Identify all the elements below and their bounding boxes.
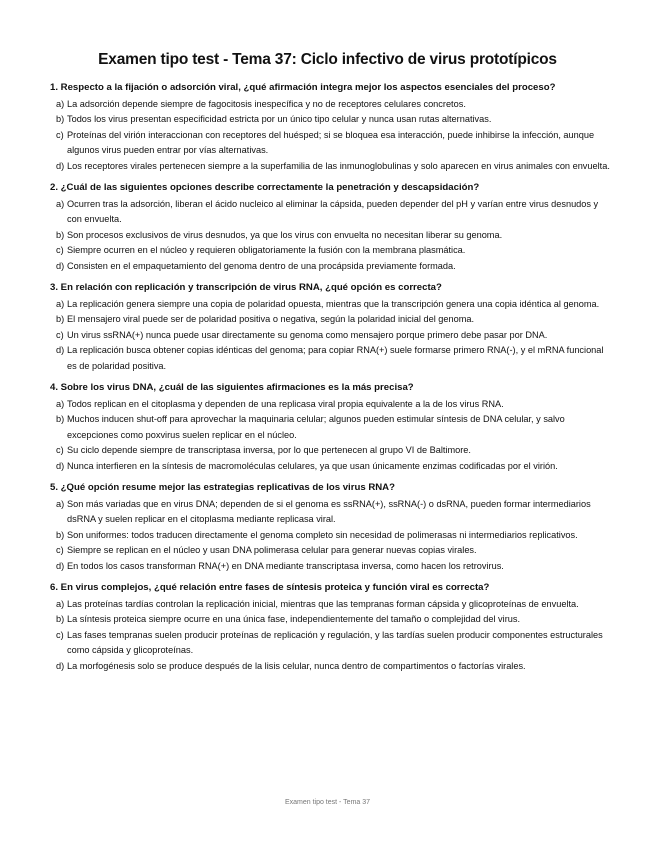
option-text: Son uniformes: todos traducen directamente el genoma completo sin necesidad de polimerasas ni intermediarios replicativos. [67,529,578,540]
question-6 [50,580,610,674]
option-letter: b) [56,529,65,540]
option-letter: a) [56,198,65,209]
option-1-c [50,128,610,159]
option-3-d [50,343,610,374]
option-letter: d) [56,460,65,471]
option-letter: b) [56,614,65,624]
option-letter: d) [56,160,65,171]
option-text: Las fases tempranas suelen producir proteínas de replicación y regulación, y las tardías suelen producir componentes estructurales como cápsida y glicoproteínas. [67,629,603,655]
option-letter: c) [56,445,64,455]
option-4-c [50,443,610,459]
option-letter: c) [56,329,64,340]
option-1-a [50,97,610,113]
page-title: Examen tipo test - Tema 37: Ciclo infectivo de virus prototípicos [98,51,557,68]
question-2 [50,180,610,274]
option-text: El mensajero viral puede ser de polaridad positiva o negativa, según la polaridad inicial del genoma. [67,314,475,324]
option-letter: a) [56,498,65,509]
option-3-c [50,328,610,344]
option-5-d [50,559,610,575]
option-letter: b) [56,414,65,424]
option-6-b [50,612,610,628]
option-text: La morfogénesis solo se produce después de la lisis celular, nunca dentro de compartimentos o factorías virales. [67,660,526,671]
option-text: La replicación genera siempre una copia de polaridad opuesta, mientras que la transcripción genera una copia idéntica al genoma. [67,298,600,309]
option-5-b [50,528,610,544]
option-text: La síntesis proteica siempre ocurre en una única fase, independientemente del tamaño o complejidad del virus. [67,614,521,624]
option-letter: c) [56,629,64,640]
option-3-a [50,297,610,313]
option-letter: c) [56,545,64,555]
option-6-a [50,597,610,613]
option-letter: a) [56,598,65,609]
option-letter: b) [56,229,65,240]
question-text: 4. Sobre los virus DNA, ¿cuál de las siguientes afirmaciones es la más precisa? [50,382,414,393]
question-5 [50,480,610,574]
option-letter: d) [56,345,65,355]
option-text: Todos los virus presentan especificidad estricta por un único tipo celular y nunca usan rutas alternativas. [67,114,492,124]
option-text: Proteínas del virión interaccionan con receptores del huésped; si se bloquea esa interacción, puede inhibirse la infección, aunque algunos virus pueden entrar por vías alternativas. [67,129,595,155]
option-letter: b) [56,314,65,324]
option-2-d [50,259,610,275]
option-1-d [50,159,610,175]
option-4-d [50,459,610,475]
option-text: Todos replican en el citoplasma y dependen de una replicasa viral propia equivalente a la de los virus RNA. [67,398,504,409]
option-6-c [50,628,610,659]
option-text: Los receptores virales pertenecen siempre a la superfamilia de las inmunoglobulinas y solo aparecen en virus animales con envuelta. [67,160,610,171]
option-text: Ocurren tras la adsorción, liberan el ácido nucleico al eliminar la cápsida, pueden depender del pH y varían entre virus desnudos y con envuelta. [67,198,599,224]
option-text: Su ciclo depende siempre de transcriptasa inversa, por lo que pertenecen al grupo VI de Baltimore. [67,445,471,455]
question-1 [50,80,610,174]
option-2-c [50,243,610,259]
option-letter: d) [56,660,65,671]
option-text: La adsorción depende siempre de fagocitosis inespecífica y no de receptores celulares concretos. [67,98,466,109]
option-text: La replicación busca obtener copias idénticas del genoma; para copiar RNA(+) suele formarse primero RNA(-), y el mRNA funcional es de polaridad positiva. [67,345,604,371]
option-text: Un virus ssRNA(+) nunca puede usar directamente su genoma como mensajero porque primero debe pasar por DNA. [67,329,548,340]
page-footer: Examen tipo test - Tema 37 [284,799,371,806]
option-letter: c) [56,129,64,140]
option-text: En todos los casos transforman RNA(+) en DNA mediante transcriptasa inversa, como hacen los retrovirus. [67,560,504,571]
option-2-b [50,228,610,244]
question-text: 3. En relación con replicación y transcripción de virus RNA, ¿qué opción es correcta? [50,282,442,293]
option-5-c [50,543,610,559]
option-letter: a) [56,398,65,409]
option-letter: d) [56,260,65,271]
option-4-b [50,412,610,443]
option-text: Son procesos exclusivos de virus desnudos, ya que los virus con envuelta no necesitan liberar su genoma. [67,229,503,240]
option-letter: c) [56,245,64,255]
option-text: Son más variadas que en virus DNA; dependen de si el genoma es ssRNA(+), ssRNA(-) o dsRNA, pueden formar intermediarios dsRNA y suelen replicar en el citoplasma mediante replicasa viral. [67,498,591,524]
option-3-b [50,312,610,328]
option-2-a [50,197,610,228]
option-text: Nunca interfieren en la síntesis de macromoléculas celulares, ya que usan únicamente enzimas codificadas por el virión. [67,460,558,471]
option-text: Consisten en el empaquetamiento del genoma dentro de una procápsida previamente formada. [67,260,456,271]
option-text: Siempre ocurren en el núcleo y requieren obligatoriamente la fusión con la membrana plasmática. [67,245,466,255]
option-letter: d) [56,560,65,571]
option-5-a [50,497,610,528]
option-letter: b) [56,114,65,124]
option-6-d [50,659,610,675]
option-letter: a) [56,298,65,309]
question-text: 6. En virus complejos, ¿qué relación entre fases de síntesis proteica y función viral es correcta? [50,582,490,593]
option-1-b [50,112,610,128]
option-4-a [50,397,610,413]
question-4 [50,380,610,474]
option-text: Muchos inducen shut-off para aprovechar la maquinaria celular; algunos pueden estimular síntesis de DNA celular, y salvo excepciones como poxvirus suelen replicar en el núcleo. [67,414,565,440]
option-text: Las proteínas tardías controlan la replicación inicial, mientras que las tempranas forman cápsida y glicoproteínas de envuelta. [67,598,579,609]
question-text: 1. Respecto a la fijación o adsorción viral, ¿qué afirmación integra mejor los aspectos esenciales del proceso? [50,82,556,93]
question-text: 5. ¿Qué opción resume mejor las estrategias replicativas de los virus RNA? [50,482,395,493]
option-letter: a) [56,98,65,109]
question-text: 2. ¿Cuál de las siguientes opciones describe correctamente la penetración y descapsidación? [50,182,480,193]
question-3 [50,280,610,374]
question-list [50,80,610,680]
option-text: Siempre se replican en el núcleo y usan DNA polimerasa celular para generar nuevas copias virales. [67,545,477,555]
